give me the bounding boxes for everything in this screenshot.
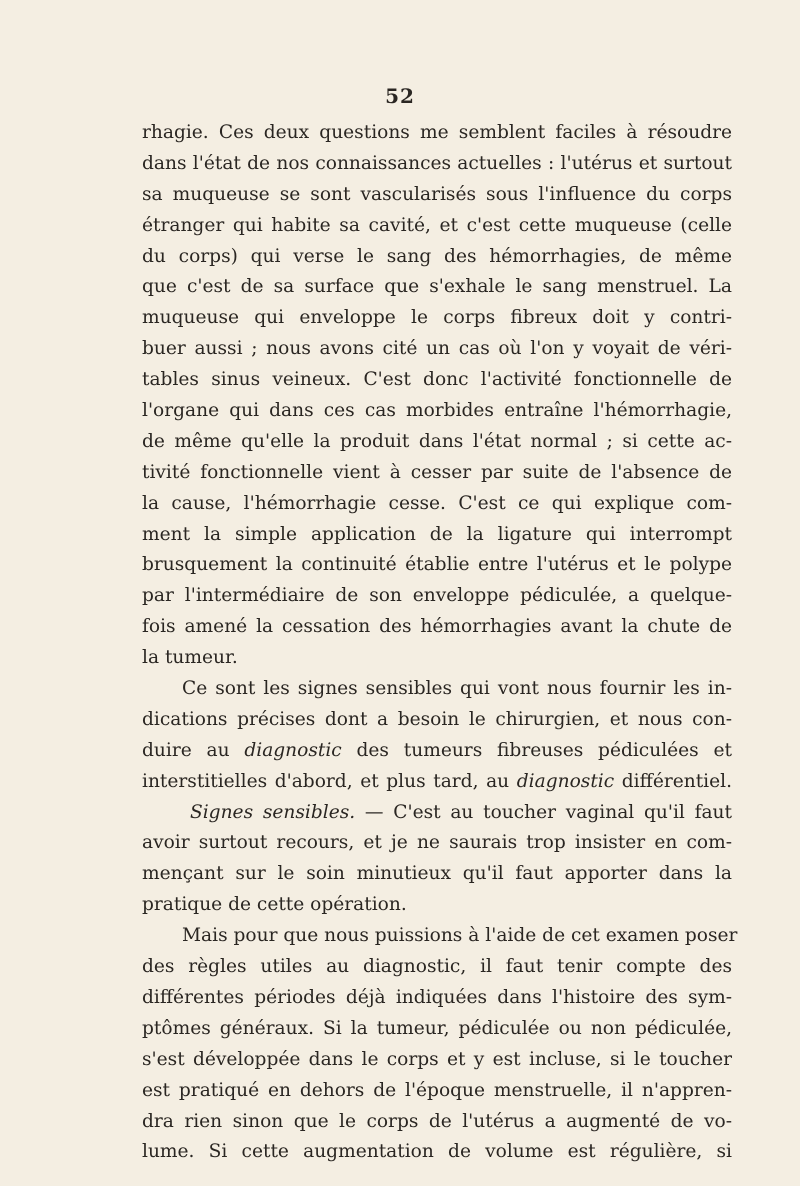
body-text [142, 118, 738, 1168]
text-line: muqueuse qui enveloppe le corps fibreux doit y contri- [142, 307, 732, 329]
text-line: fois amené la cessation des hémorrhagies avant la chute de [142, 616, 732, 638]
text-line: par l'intermédiaire de son enveloppe pédiculée, a quelque- [142, 585, 732, 607]
text-line: tables sinus veineux. C'est donc l'activité fonctionnelle de [142, 369, 732, 391]
text-line: tivité fonctionnelle vient à cesser par suite de l'absence de [142, 461, 732, 483]
text-line: Ce sont les signes sensibles qui vont nous fournir les in- [182, 678, 732, 700]
text-line: buer aussi ; nous avons cité un cas où l'on y voyait de véri- [142, 338, 732, 360]
text-line: étranger qui habite sa cavité, et c'est cette muqueuse (celle [142, 214, 732, 236]
text-segment: duire au [142, 739, 230, 761]
text-line: de même qu'elle la produit dans l'état normal ; si cette ac- [142, 430, 732, 452]
italic-term: diagnostic [244, 739, 342, 761]
text-line: dans l'état de nos connaissances actuelles : l'utérus et surtout [142, 152, 732, 174]
page-number: 52 [385, 84, 415, 108]
text-segment: interstitielles d'abord, et plus tard, au [142, 770, 510, 792]
text-line: brusquement la continuité établie entre l'utérus et le polype [142, 554, 732, 576]
text-line: l'organe qui dans ces cas morbides entraîne l'hémorrhagie, [142, 400, 732, 422]
italic-term: diagnostic [516, 770, 615, 792]
section-heading: Signes sensibles. [190, 801, 356, 823]
text-line: lume. Si cette augmentation de volume est régulière, si [142, 1141, 732, 1163]
text-line: différentes périodes déjà indiquées dans l'histoire des sym- [142, 986, 732, 1008]
text-segment: — C'est au toucher vaginal qu'il faut [355, 801, 732, 823]
text-line: sa muqueuse se sont vascularisés sous l'influence du corps [142, 183, 732, 205]
text-line-mixed [142, 736, 732, 767]
text-line: pratique de cette opération. [142, 894, 407, 916]
text-line-mixed [142, 798, 732, 829]
text-line: rhagie. Ces deux questions me semblent faciles à résoudre [142, 122, 732, 143]
text-line: du corps) qui verse le sang des hémorrhagies, de même [142, 245, 732, 267]
text-line: est pratiqué en dehors de l'époque menstruelle, il n'appren- [142, 1079, 732, 1101]
text-line: des règles utiles au diagnostic, il faut tenir compte des [142, 956, 732, 978]
text-line: dra rien sinon que le corps de l'utérus a augmenté de vo- [142, 1110, 732, 1132]
text-line: s'est développée dans le corps et y est incluse, si le toucher [142, 1048, 732, 1070]
text-line: dications précises dont a besoin le chirurgien, et nous con- [142, 708, 732, 730]
text-segment: des tumeurs fibreuses pédiculées et [356, 739, 732, 761]
text-line: ment la simple application de la ligature qui interrompt [142, 523, 732, 545]
text-line: ptômes généraux. Si la tumeur, pédiculée ou non pédiculée, [142, 1017, 732, 1039]
text-segment: différentiel. [621, 770, 732, 792]
text-line: que c'est de sa surface que s'exhale le sang menstruel. La [142, 276, 732, 298]
text-line-mixed [142, 767, 732, 798]
text-line: la tumeur. [142, 647, 238, 669]
text-line: mençant sur le soin minutieux qu'il faut apporter dans la [142, 863, 732, 885]
text-line: avoir surtout recours, et je ne saurais trop insister en com- [142, 832, 732, 854]
text-line: Mais pour que nous puissions à l'aide de cet examen poser [182, 925, 738, 947]
text-line: la cause, l'hémorrhagie cesse. C'est ce qui explique com- [142, 492, 732, 514]
